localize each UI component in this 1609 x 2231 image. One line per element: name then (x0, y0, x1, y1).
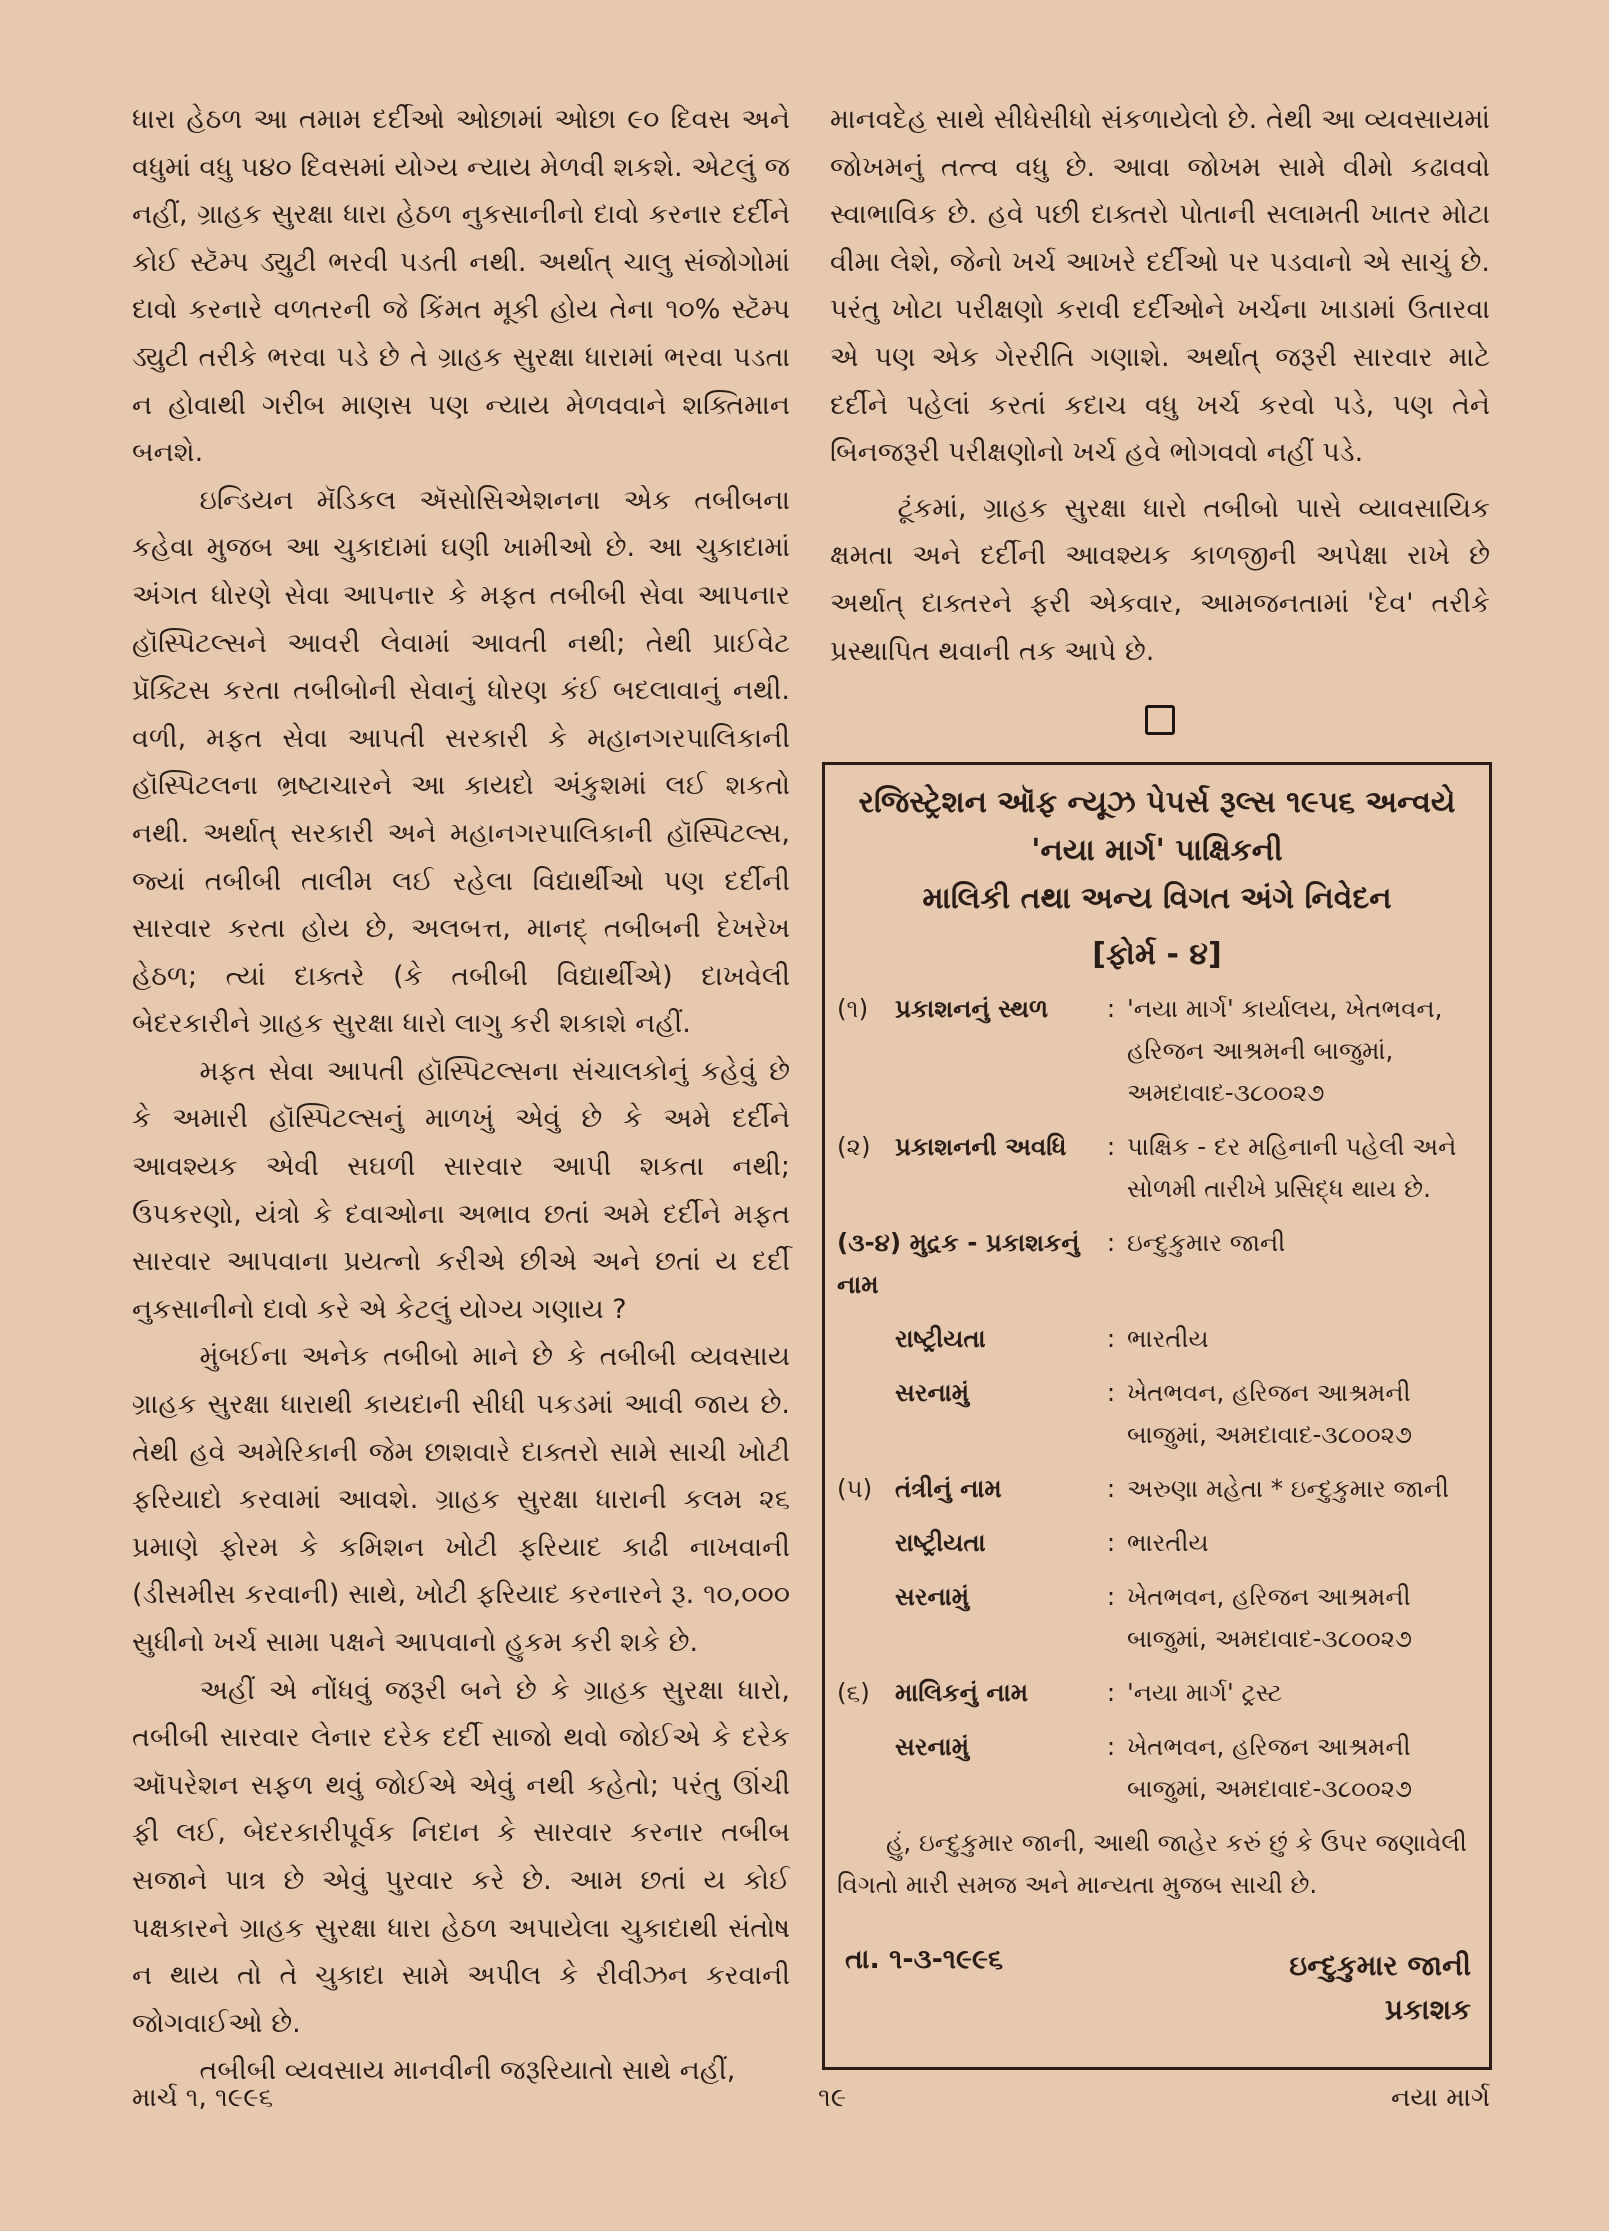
entry-publisher-address (837, 1372, 1477, 1456)
declaration-date: તા. ૧-૩-૧૯૯૬ (845, 1944, 1004, 1975)
page-footer (132, 2083, 1490, 2114)
entry-place-of-publication (837, 988, 1477, 1114)
entry-colon: : (1106, 1228, 1116, 1257)
signatory-role: પ્રકાશક (1384, 1993, 1471, 2026)
form-label: [ફોર્મ - ૪] (1092, 937, 1222, 972)
entry-number (837, 1726, 895, 1810)
entry-value: 'નયા માર્ગ' ટ્રસ્ટ (1127, 1678, 1283, 1707)
entry-value: પાક્ષિક - દર મહિનાની પહેલી અને સોળમી તારીખે પ્રસિદ્ધ થાય છે. (1127, 1132, 1457, 1203)
left-paragraph-4: મુંબઈના અનેક તબીબો માને છે કે તબીબી વ્યવસાય ગ્રાહક સુરક્ષા ધારાથી કાયદાની સીધી પકડમાં આવી જાય છે. તેથી હવે અમેરિકાની જેમ છાશવારે દાક્તરો સામે સાચી ખોટી ફરિયાદો કરવામાં આવશે. ગ્રાહક સુરક્ષા ધારાની કલમ ૨૬ પ્રમાણે ફોરમ કે કમિશન ખોટી ફરિયાદ કાઢી નાખવાની (ડીસમીસ કરવાની) સાથે, ખોટી ફરિયાદ કરનારને રૂ. ૧૦,૦૦૦ સુધીનો ખર્ચ સામા પક્ષને આપવાનો હુકમ કરી શકે છે. (132, 1341, 790, 1658)
entry-label: સરનામું (895, 1732, 970, 1761)
right-column (830, 96, 1490, 743)
entry-colon: : (1106, 1378, 1116, 1407)
entry-colon: : (1106, 1324, 1116, 1353)
entry-value: ખેતભવન, હરિજન આશ્રમની બાજુમાં, અમદાવાદ-૩૮૦૦૨૭ (1127, 1378, 1413, 1449)
left-paragraph-3: મફત સેવા આપતી હૉસ્પિટલ્સના સંચાલકોનું કહેવું છે કે અમારી હૉસ્પિટલ્સનું માળખું એવું છે કે અમે દર્દીને આવશ્યક એવી સઘળી સારવાર આપી શકતા નથી; ઉપકરણો, યંત્રો કે દવાઓના અભાવ છતાં અમે દર્દીને મફત સારવાર આપવાના પ્રયત્નો કરીએ છીએ અને છતાં ય દર્દી નુકસાનીનો દાવો કરે એ કેટલું યોગ્ય ગણાય ? (132, 1055, 790, 1325)
page-number: ૧૯ (818, 2083, 847, 2113)
left-paragraph-1: ધારા હેઠળ આ તમામ દર્દીઓ ઓછામાં ઓછા ૯૦ દિવસ અને વધુમાં વધુ ૫૪૦ દિવસમાં યોગ્ય ન્યાય મેળવી શકશે. એટલું જ નહીં, ગ્રાહક સુરક્ષા ધારા હેઠળ નુકસાનીનો દાવો કરનાર દર્દીને કોઈ સ્ટૅમ્પ ડ્યુટી ભરવી પડતી નથી. અર્થાત્ ચાલુ સંજોગોમાં દાવો કરનારે વળતરની જે કિંમત મૂકી હોય તેના ૧૦% સ્ટૅમ્પ ડ્યુટી તરીકે ભરવા પડે છે તે ગ્રાહક સુરક્ષા ધારામાં ભરવા પડતા ન હોવાથી ગરીબ માણસ પણ ન્યાય મેળવવાને શક્તિમાન બનશે. (132, 104, 790, 469)
right-paragraph-2: ટૂંકમાં, ગ્રાહક સુરક્ષા ધારો તબીબો પાસે વ્યાવસાયિક ક્ષમતા અને દર્દીની આવશ્યક કાળજીની અપેક્ષા રાખે છે અર્થાત્ દાક્તરને ફરી એકવાર, આમજનતામાં 'દેવ' તરીકે પ્રસ્થાપિત થવાની તક આપે છે. (830, 492, 1490, 667)
entry-owner-address (837, 1726, 1477, 1810)
publication-name: નયા માર્ગ (1390, 2083, 1490, 2113)
signature-block (1289, 1944, 1477, 2032)
entry-publisher-nationality (837, 1318, 1477, 1360)
entry-label: પ્રકાશનની અવધિ (895, 1132, 1067, 1161)
notice-heading-line-3: માલિકી તથા અન્ય વિગત અંગે નિવેદન (922, 881, 1392, 916)
entry-colon: : (1106, 1132, 1116, 1161)
left-paragraph-5: અહીં એ નોંધવું જરૂરી બને છે કે ગ્રાહક સુરક્ષા ધારો, તબીબી સારવાર લેનાર દરેક દર્દી સાજો થવો જોઈએ કે દરેક ઑપરેશન સફળ થવું જોઈએ એવું નથી કહેતો; પરંતુ ઊંચી ફી લઈ, બેદરકારીપૂર્વક નિદાન કે સારવાર કરનાર તબીબ સજાને પાત્ર છે એવું પુરવાર કરે છે. આમ છતાં ય કોઈ પક્ષકારને ગ્રાહક સુરક્ષા ધારા હેઠળ અપાયેલા ચુકાદાથી સંતોષ ન થાય તો તે ચુકાદા સામે અપીલ કે રીવીઝન કરવાની જોગવાઈઓ છે. (132, 1674, 790, 2039)
entry-colon: : (1106, 994, 1116, 1023)
right-paragraph-1: માનવદેહ સાથે સીધેસીધો સંકળાયેલો છે. તેથી આ વ્યવસાયમાં જોખમનું તત્ત્વ વધુ છે. આવા જોખમ સામે વીમો કઢાવવો સ્વાભાવિક છે. હવે પછી દાક્તરો પોતાની સલામતી ખાતર મોટા વીમા લેશે, જેનો ખર્ચ આખરે દર્દીઓ પર પડવાનો એ સાચું છે. પરંતુ ખોટા પરીક્ષણો કરાવી દર્દીઓને ખર્ચના ખાડામાં ઉતારવા એ પણ એક ગેરરીતિ ગણાશે. અર્થાત્ જરૂરી સારવાર માટે દર્દીને પહેલાં કરતાં કદાચ વધુ ખર્ચ કરવો પડે, પણ તેને બિનજરૂરી પરીક્ષણોનો ખર્ચ હવે ભોગવવો નહીં પડે. (830, 104, 1490, 469)
entry-colon: : (1106, 1732, 1116, 1761)
entry-label: સરનામું (895, 1378, 970, 1407)
entry-number (837, 1318, 895, 1360)
entry-colon: : (1106, 1582, 1116, 1611)
entry-periodicity (837, 1126, 1477, 1210)
entry-value: ભારતીય (1127, 1528, 1209, 1557)
notice-heading-line-1: રજિસ્ટ્રેશન ઑફ ન્યૂઝ પેપર્સ રૂલ્સ ૧૯૫૬ અન્વયે (858, 785, 1456, 820)
entry-printer-publisher-name (837, 1222, 1477, 1306)
declaration-text: હું, ઇન્દુકુમાર જાની, આથી જાહેર કરું છું કે ઉપર જણાવેલી વિગતો મારી સમજ અને માન્યતા મુજબ સાચી છે. (837, 1828, 1467, 1899)
entry-label: સરનામું (895, 1582, 970, 1611)
entry-owner-name (837, 1672, 1477, 1714)
article-end-mark (830, 703, 1490, 743)
entry-value: ઇન્દુકુમાર જાની (1127, 1228, 1286, 1257)
entry-number (837, 1576, 895, 1660)
entry-number: (૫) (837, 1474, 873, 1503)
entry-value: ખેતભવન, હરિજન આશ્રમની બાજુમાં, અમદાવાદ-૩૮૦૦૨૭ (1127, 1732, 1413, 1803)
notice-heading (837, 779, 1477, 923)
entry-value: ખેતભવન, હરિજન આશ્રમની બાજુમાં, અમદાવાદ-૩૮૦૦૨૭ (1127, 1582, 1413, 1653)
entry-label: રાષ્ટ્રીયતા (895, 1324, 986, 1353)
left-paragraph-6: તબીબી વ્યવસાય માનવીની જરૂરિયાતો સાથે નહીં, (199, 2055, 736, 2087)
entry-value: ભારતીય (1127, 1324, 1209, 1353)
entry-number: (૧) (837, 994, 869, 1023)
form4-notice-box (822, 762, 1492, 2070)
left-paragraph-2: ઇન્ડિયન મૅડિકલ ઍસોસિએશનના એક તબીબના કહેવા મુજબ આ ચુકાદામાં ઘણી ખામીઓ છે. આ ચુકાદામાં અંગત ધોરણે સેવા આપનાર કે મફત તબીબી સેવા આપનાર હૉસ્પિટલ્સને આવરી લેવામાં આવતી નથી; તેથી પ્રાઈવેટ પ્રૅક્ટિસ કરતા તબીબોની સેવાનું ધોરણ કંઈ બદલાવાનું નથી. વળી, મફત સેવા આપતી સરકારી કે મહાનગરપાલિકાની હૉસ્પિટલના ભ્રષ્ટાચારને આ કાયદો અંકુશમાં લઈ શકતો નથી. અર્થાત્ સરકારી અને મહાનગરપાલિકાની હૉસ્પિટલ્સ, જ્યાં તબીબી તાલીમ લઈ રહેલા વિદ્યાર્થીઓ પણ દર્દીની સારવાર કરતા હોય છે, અલબત્ત, માનદ્ તબીબની દેખરેખ હેઠળ; ત્યાં દાક્તરે (કે તબીબી વિદ્યાર્થીએ) દાખવેલી બેદરકારીને ગ્રાહક સુરક્ષા ધારો લાગુ કરી શકાશે નહીં. (132, 484, 790, 1040)
entry-editor-address (837, 1576, 1477, 1660)
entry-colon: : (1106, 1528, 1116, 1557)
entry-label: (૩-૪) મુદ્રક - પ્રકાશકનું નામ (837, 1228, 1080, 1299)
footer-date: માર્ચ ૧, ૧૯૯૬ (132, 2083, 274, 2113)
entry-number (837, 1522, 895, 1564)
entry-editor-nationality (837, 1522, 1477, 1564)
notice-entries (837, 988, 1477, 1810)
entry-value: અરુણા મહેતા * ઇન્દુકુમાર જાની (1127, 1474, 1450, 1503)
entry-label: રાષ્ટ્રીયતા (895, 1528, 986, 1557)
entry-label: માલિકનું નામ (895, 1678, 1028, 1707)
signature-row (837, 1944, 1477, 2032)
entry-label: પ્રકાશનનું સ્થળ (895, 994, 1049, 1023)
left-column (132, 96, 790, 2095)
notice-heading-line-2: 'નયા માર્ગ' પાક્ષિકની (1031, 833, 1283, 868)
entry-value: 'નયા માર્ગ' કાર્યાલય, ખેતભવન, હરિજન આશ્રમની બાજુમાં, અમદાવાદ-૩૮૦૦૨૭ (1127, 994, 1443, 1107)
entry-colon: : (1106, 1474, 1116, 1503)
signatory-name: ઇન્દુકુમાર જાની (1289, 1949, 1471, 1982)
entry-colon: : (1106, 1678, 1116, 1707)
entry-label: તંત્રીનું નામ (895, 1474, 1002, 1503)
entry-editor-name (837, 1468, 1477, 1510)
entry-number (837, 1372, 895, 1456)
entry-number: (૬) (837, 1678, 870, 1707)
square-end-icon (1145, 705, 1175, 735)
entry-number: (૨) (837, 1132, 871, 1161)
